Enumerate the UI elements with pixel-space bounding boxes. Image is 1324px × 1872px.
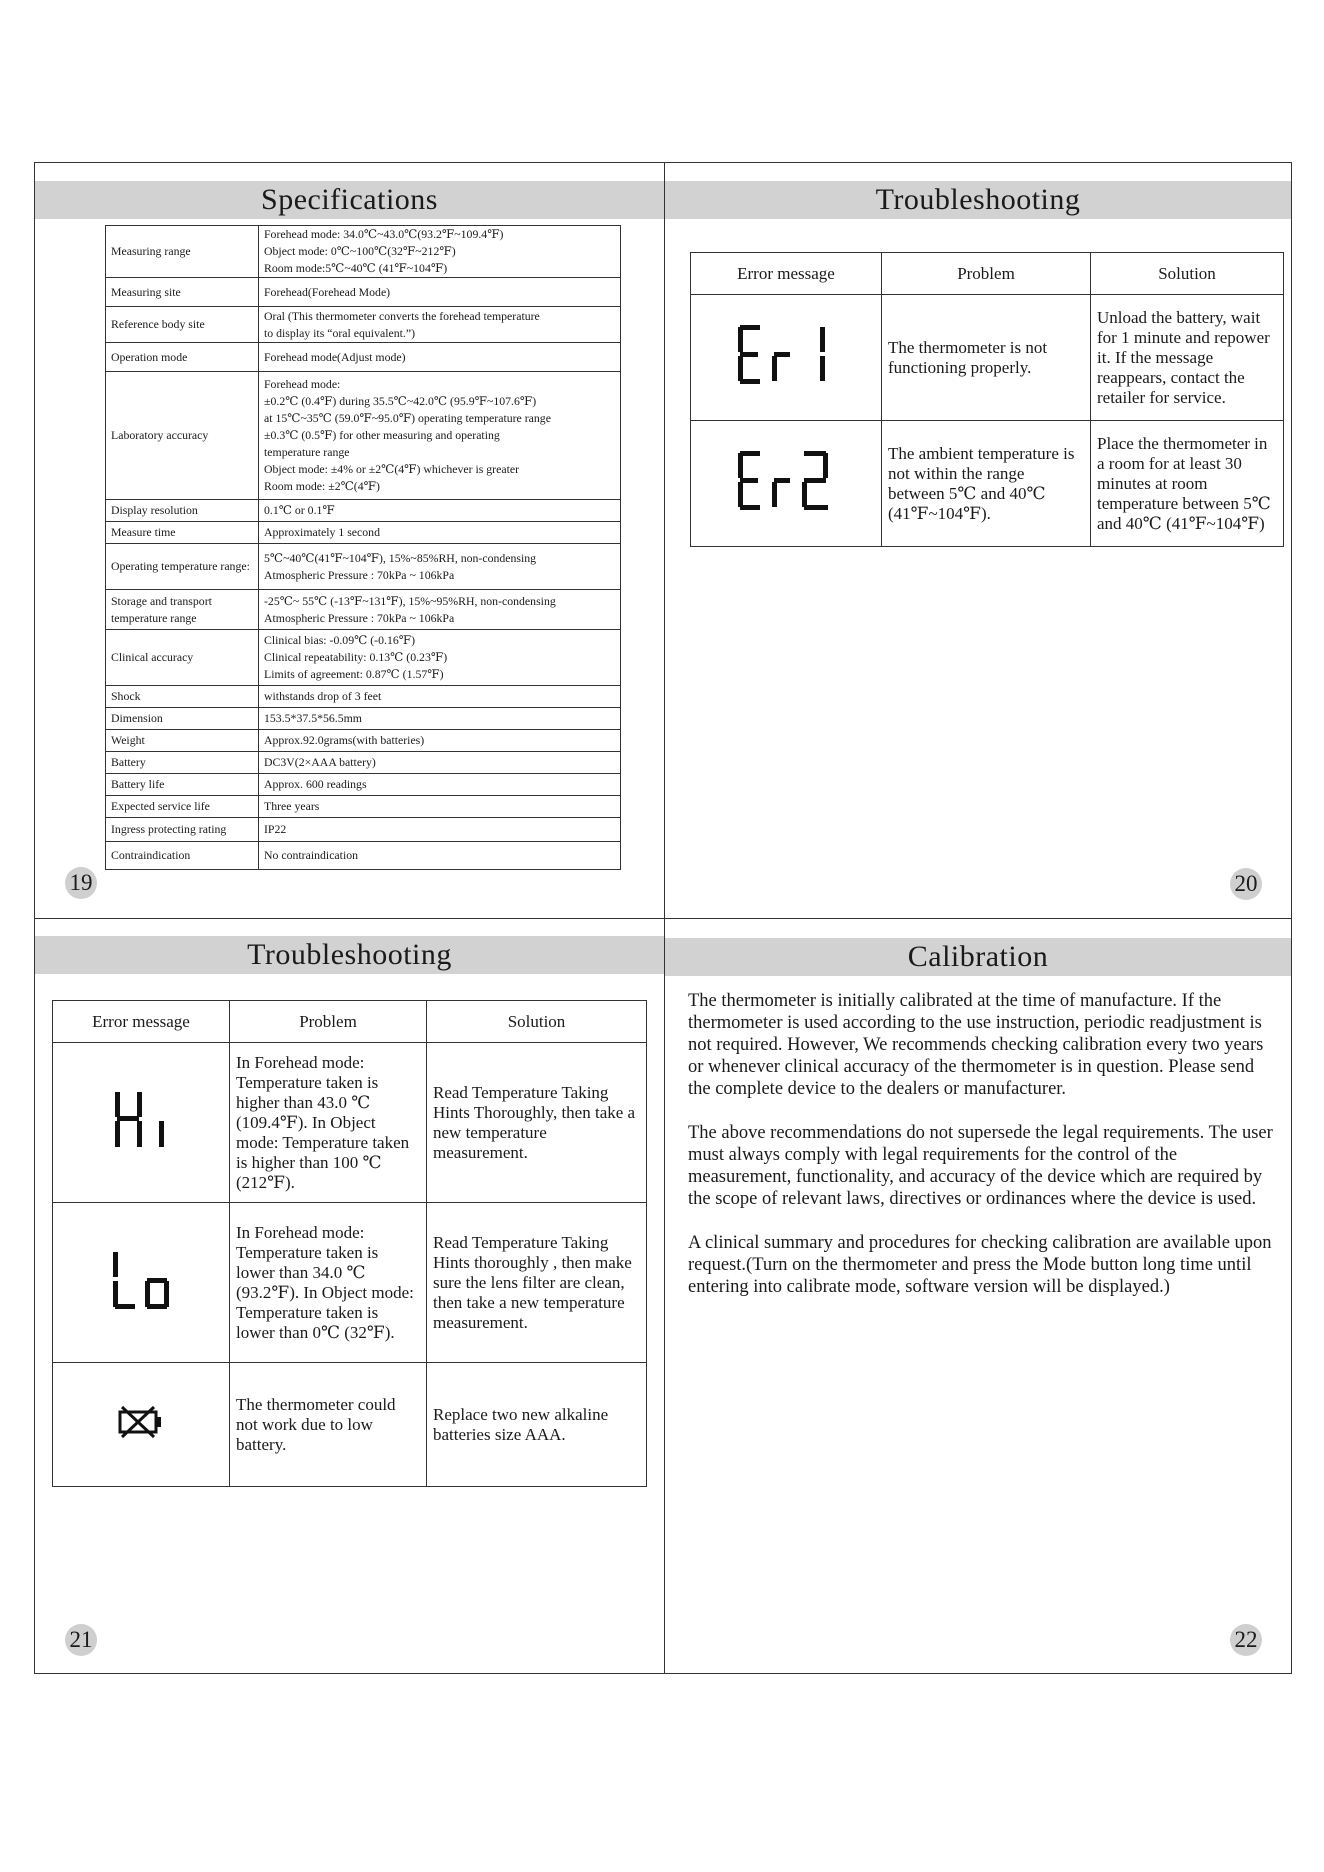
spec-row: [106, 708, 621, 730]
problem-lo: In Forehead mode: Temperature taken is lower than 34.0 ℃ (93.2℉). In Object mode: Temperature taken is lower than 0℃ (32℉).: [230, 1203, 427, 1363]
spec-label: Battery life: [106, 774, 259, 796]
spec-value-line: IP22: [264, 822, 287, 836]
header-error-message: Error message: [53, 1001, 230, 1043]
spec-row: [106, 686, 621, 708]
spec-label: Clinical accuracy: [106, 630, 259, 686]
lcd-er1-icon: [734, 323, 838, 387]
solution-hi: Read Temperature Taking Hints Thoroughly, then take a new temperature measurement.: [427, 1043, 647, 1203]
spec-label: Storage and transport temperature range: [106, 590, 259, 630]
spec-value-line: Approx.92.0grams(with batteries): [264, 733, 425, 747]
calibration-paragraph-2: The above recommendations do not supersede the legal requirements. The user must always comply with legal requirements for the control of the measurement, functionality, and accuracy of the device which are required by the scope of relevant laws, directives or ordinances where the device is used.: [688, 1123, 1273, 1209]
header-problem: Problem: [882, 253, 1091, 295]
error-code-hi: [53, 1043, 230, 1203]
spec-value-line: Approx. 600 readings: [264, 777, 367, 791]
spec-value-line: Forehead mode:: [264, 377, 341, 391]
header-problem: Problem: [230, 1001, 427, 1043]
spec-value-line: Object mode: ±4% or ±2℃(4℉) whichever is greater: [264, 462, 520, 476]
table-row: [691, 421, 1284, 547]
spec-value: [259, 500, 621, 522]
spec-value-line: ±0.3℃ (0.5℉) for other measuring and operating: [264, 428, 500, 442]
spec-value-line: Three years: [264, 799, 320, 813]
specifications-title: Specifications: [35, 181, 664, 219]
page-divider-horizontal: [34, 918, 1292, 919]
spec-label: Operation mode: [106, 343, 259, 372]
spec-label: Battery: [106, 752, 259, 774]
table-row: [53, 1203, 647, 1363]
spec-value-line: Clinical bias: -0.09℃ (-0.16℉): [264, 633, 416, 647]
spec-value: [259, 590, 621, 630]
spec-label: Reference body site: [106, 307, 259, 343]
spec-value: [259, 307, 621, 343]
spec-label: Expected service life: [106, 796, 259, 818]
spec-value-line: Forehead mode: 34.0℃~43.0℃(93.2℉~109.4℉): [264, 227, 504, 241]
spec-row: [106, 590, 621, 630]
spec-value: [259, 522, 621, 544]
spec-value-line: Limits of agreement: 0.87℃ (1.57℉): [264, 667, 444, 681]
specifications-table: [105, 225, 621, 870]
spec-value: [259, 343, 621, 372]
solution-er1: Unload the battery, wait for 1 minute and repower it. If the message reappears, contact the retailer for service.: [1091, 295, 1284, 421]
spec-value: [259, 796, 621, 818]
spec-value-line: -25℃~ 55℃ (-13℉~131℉), 15%~95%RH, non-condensing: [264, 593, 556, 608]
spec-value-line: 0.1℃ or 0.1℉: [264, 503, 335, 517]
spec-row: [106, 372, 621, 500]
spec-label: Laboratory accuracy: [106, 372, 259, 500]
spec-row: [106, 544, 621, 590]
spec-row: [106, 774, 621, 796]
table-row: [691, 295, 1284, 421]
lcd-hi-icon: [111, 1090, 171, 1150]
spec-value: [259, 752, 621, 774]
spec-value: [259, 226, 621, 278]
spec-value: [259, 372, 621, 500]
spec-value: [259, 842, 621, 870]
spec-value-line: Atmospheric Pressure : 70kPa ~ 106kPa: [264, 610, 455, 625]
spec-label: Contraindication: [106, 842, 259, 870]
spec-value-line: to display its “oral equivalent.”): [264, 325, 416, 340]
spec-value-line: Oral (This thermometer converts the forehead temperature: [264, 308, 540, 323]
spec-value-line: No contraindication: [264, 848, 359, 862]
spec-row: [106, 730, 621, 752]
spec-row: [106, 796, 621, 818]
spec-row: [106, 842, 621, 870]
problem-er1: The thermometer is not functioning properly.: [882, 295, 1091, 421]
header-solution: Solution: [427, 1001, 647, 1043]
page-number-22: 22: [1230, 1624, 1262, 1656]
troubleshooting-title-page21: Troubleshooting: [35, 936, 664, 974]
error-code-low-battery: [53, 1363, 230, 1487]
error-code-er1: [691, 295, 882, 421]
spec-label: Operating temperature range:: [106, 544, 259, 590]
spec-value-line: ±0.2℃ (0.4℉) during 35.5℃~42.0℃ (95.9℉~107.6℉): [264, 394, 537, 408]
spec-value-line: Room mode: ±2℃(4℉): [264, 479, 380, 493]
spec-row: [106, 307, 621, 343]
spec-value: [259, 686, 621, 708]
spec-value-line: DC3V(2×AAA battery): [264, 755, 376, 769]
spec-row: [106, 752, 621, 774]
calibration-text: [688, 990, 1278, 1320]
spec-row: [106, 630, 621, 686]
spec-value-line: Clinical repeatability: 0.13℃ (0.23℉): [264, 650, 448, 664]
spec-value-line: Object mode: 0℃~100℃(32℉~212℉): [264, 244, 456, 258]
header-solution: Solution: [1091, 253, 1284, 295]
spec-value: [259, 544, 621, 590]
spec-value-line: Room mode:5℃~40℃ (41℉~104℉): [264, 261, 448, 275]
troubleshooting-table-page21: [52, 1000, 647, 1487]
spec-value: [259, 730, 621, 752]
problem-er2: The ambient temperature is not within the range between 5℃ and 40℃ (41℉~104℉).: [882, 421, 1091, 547]
spec-label: Ingress protecting rating: [106, 818, 259, 842]
page-number-20: 20: [1230, 868, 1262, 900]
spec-row: [106, 500, 621, 522]
calibration-paragraph-1: The thermometer is initially calibrated at the time of manufacture. If the thermometer is used according to the use instruction, periodic readjustment is not required. However, We recommends checking calibration every two years or whenever clinical accuracy of the thermometer is in question. Please send the complete device to the dealers or manufacturer.: [688, 991, 1264, 1099]
page-number-19: 19: [65, 867, 97, 899]
spec-row: [106, 818, 621, 842]
spec-value-line: Forehead mode(Adjust mode): [264, 349, 406, 364]
solution-low-battery: Replace two new alkaline batteries size AAA.: [427, 1363, 647, 1487]
spec-value: [259, 774, 621, 796]
low-battery-icon: [116, 1405, 166, 1439]
spec-label: Weight: [106, 730, 259, 752]
spec-row: [106, 522, 621, 544]
solution-lo: Read Temperature Taking Hints thoroughly , then make sure the lens filter are clean, then take a new temperature measurement.: [427, 1203, 647, 1363]
problem-hi: In Forehead mode: Temperature taken is higher than 43.0 ℃ (109.4℉). In Object mode: Temperature taken is higher than 100 ℃ (212℉).: [230, 1043, 427, 1203]
error-code-er2: [691, 421, 882, 547]
spec-label: Shock: [106, 686, 259, 708]
header-error-message: Error message: [691, 253, 882, 295]
lcd-lo-icon: [109, 1250, 173, 1310]
problem-low-battery: The thermometer could not work due to low battery.: [230, 1363, 427, 1487]
lcd-er2-icon: [734, 449, 838, 513]
calibration-title: Calibration: [665, 938, 1291, 976]
page-number-21: 21: [65, 1624, 97, 1656]
table-row: [53, 1043, 647, 1203]
spec-label: Measure time: [106, 522, 259, 544]
spec-row: [106, 343, 621, 372]
troubleshooting-table-page20: [690, 252, 1284, 547]
spec-label: Dimension: [106, 708, 259, 730]
table-row: [53, 1363, 647, 1487]
solution-er2: Place the thermometer in a room for at least 30 minutes at room temperature between 5℃ and 40℃ (41℉~104℉): [1091, 421, 1284, 547]
spec-value-line: at 15℃~35℃ (59.0℉~95.0℉) operating temperature range: [264, 411, 551, 425]
spec-label: Measuring site: [106, 278, 259, 307]
spec-value-line: temperature range: [264, 445, 350, 459]
spec-value-line: withstands drop of 3 feet: [264, 689, 382, 703]
spec-value: [259, 708, 621, 730]
calibration-paragraph-3: A clinical summary and procedures for checking calibration are available upon request.(Turn on the thermometer and press the Mode button long time until entering into calibrate mode, software version will be displayed.): [688, 1233, 1272, 1297]
spec-label: Measuring range: [106, 226, 259, 278]
spec-value-line: 153.5*37.5*56.5mm: [264, 711, 362, 725]
spec-row: [106, 278, 621, 307]
spec-value-line: Approximately 1 second: [264, 525, 380, 539]
spec-value: [259, 630, 621, 686]
spec-value-line: Atmospheric Pressure : 70kPa ~ 106kPa: [264, 567, 455, 582]
spec-value: [259, 818, 621, 842]
spec-value: [259, 278, 621, 307]
spec-label: Display resolution: [106, 500, 259, 522]
spec-row: [106, 226, 621, 278]
spec-value-line: Forehead(Forehead Mode): [264, 284, 391, 299]
troubleshooting-title-page20: Troubleshooting: [665, 181, 1291, 219]
spec-value-line: 5℃~40℃(41℉~104℉), 15%~85%RH, non-condensing: [264, 550, 537, 565]
error-code-lo: [53, 1203, 230, 1363]
